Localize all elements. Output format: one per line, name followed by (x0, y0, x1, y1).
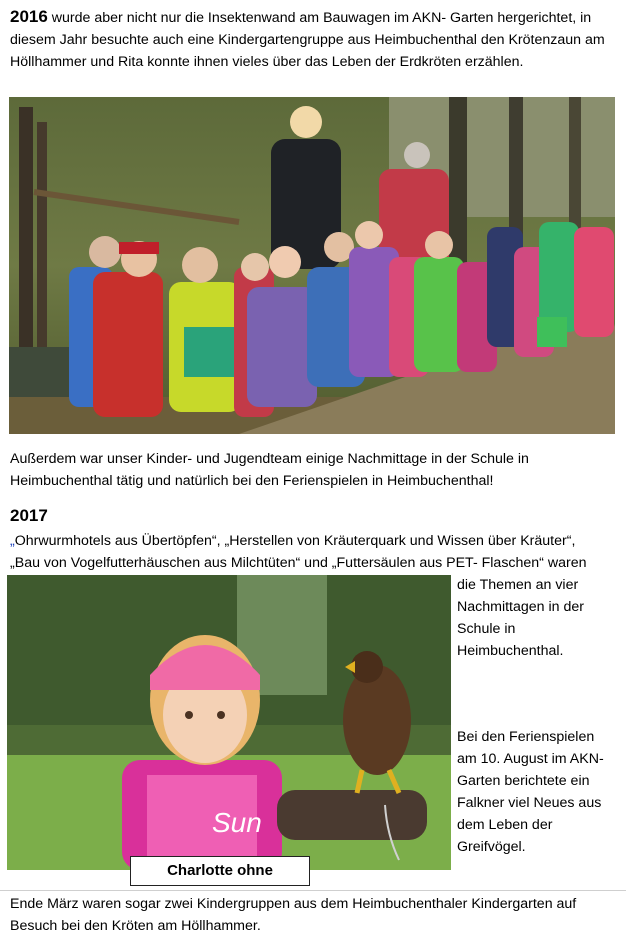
paragraph-2016-intro (10, 6, 616, 73)
paragraph-closing: Ende März waren sogar zwei Kindergruppen aus dem Heimbuchenthaler Kindergarten auf Besuch bei den Kröten am Höllhammer. (10, 896, 577, 934)
topics-opening-quote: „ (10, 533, 15, 549)
side-text-ferienspiele: Bei den Ferienspielen am 10. August im AKN-Garten berichtete ein Falkner viel Neues aus dem Leben der Greifvögel. (457, 729, 604, 855)
group-photo-kindergarten (9, 97, 615, 434)
section-divider (0, 890, 626, 891)
side-text-topics: die Themen an vier Nachmittagen in der Schule in Heimbuchenthal. (457, 577, 584, 659)
group-photo-illustration (9, 97, 615, 434)
topics-line-2: „Bau von Vogelfutterhäuschen aus Milchtüten“ und „Futtersäulen aus PET- Flaschen“ waren (10, 555, 587, 571)
jacket-lettering: Sun (212, 807, 262, 838)
year-2017-heading: 2017 (10, 506, 48, 525)
falconry-photo (7, 575, 451, 870)
paragraph-2016-team: Außerdem war unser Kinder- und Jugendteam einige Nachmittage in der Schule in Heimbuchenthal tätig und natürlich bei den Ferienspielen in Heimbuchenthal! (10, 451, 529, 489)
topics-line-1 (10, 530, 616, 552)
year-2016-label: 2016 (10, 7, 48, 26)
topics-line-1-text: Ohrwurmhotels aus Übertöpfen“, „Herstellen von Kräuterquark und Wissen über Kräuter“, (14, 533, 576, 549)
photo-caption: Charlotte ohne (130, 856, 310, 886)
intro-2016-text: wurde aber nicht nur die Insektenwand am Bauwagen im AKN- Garten hergerichtet, in diesem Jahr besuchte auch eine Kindergartengruppe aus Heimbuchenthal den Krötenzaun am Höllhammer und Rita konnte ihnen vieles über das Leben der Erdkröten erzählen. (10, 10, 605, 70)
falconry-photo-illustration (7, 575, 451, 870)
